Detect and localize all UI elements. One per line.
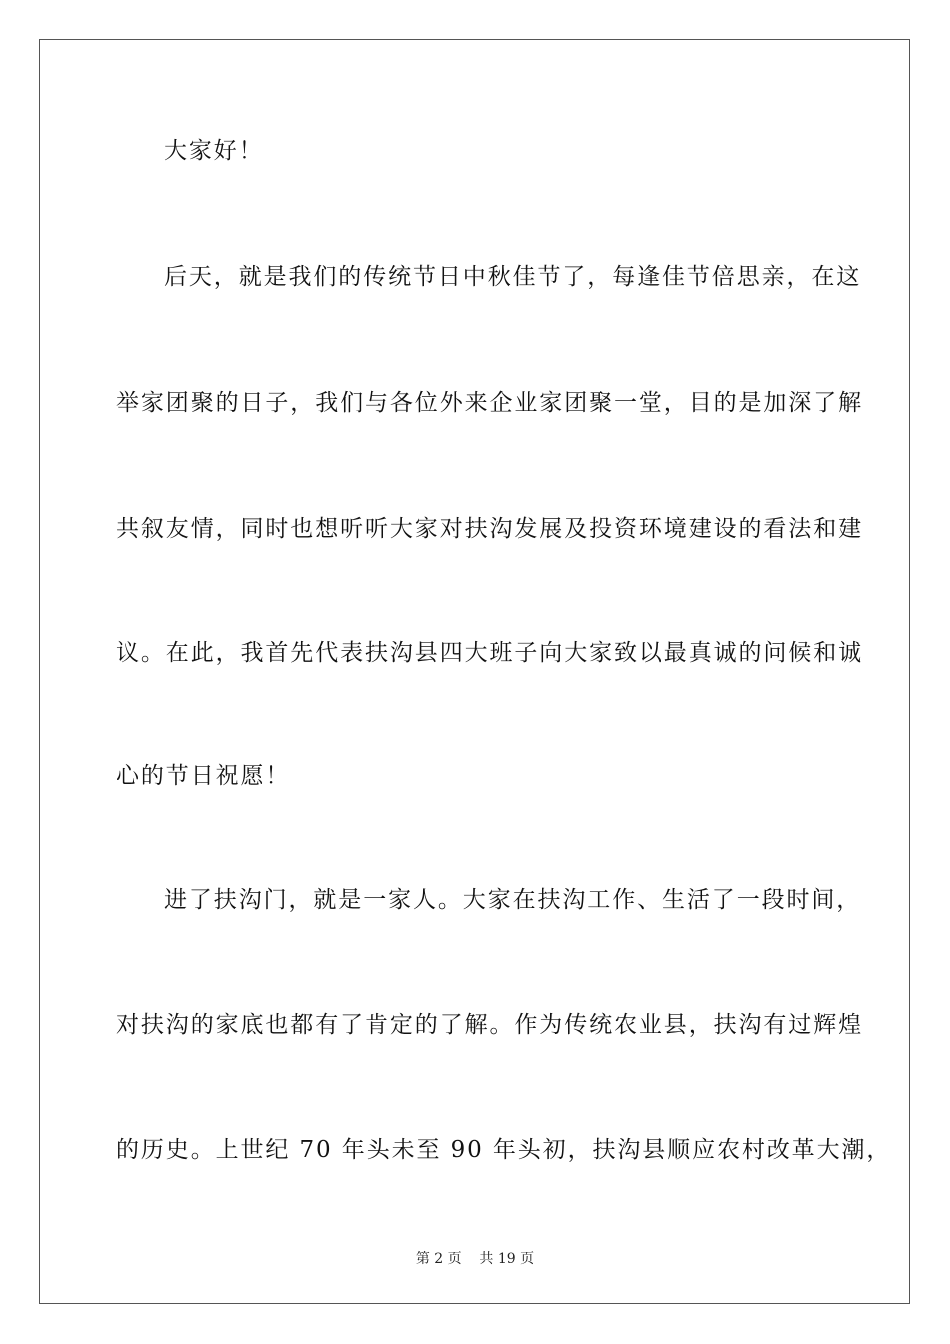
- paragraph-line: 后天，就是我们的传统节日中秋佳节了，每逢佳节倍思亲，在这: [164, 264, 862, 290]
- paragraph-line: 议。在此，我首先代表扶沟县四大班子向大家致以最真诚的问候和诚: [116, 640, 863, 666]
- greeting-line: 大家好！: [164, 138, 264, 164]
- paragraph-line: 对扶沟的家底也都有了肯定的了解。作为传统农业县，扶沟有过辉煌: [116, 1012, 863, 1038]
- paragraph-line: 心的节日祝愿！: [116, 763, 291, 789]
- paragraph-line: 共叙友情，同时也想听听大家对扶沟发展及投资环境建设的看法和建: [116, 516, 863, 542]
- paragraph-line: 进了扶沟门，就是一家人。大家在扶沟工作、生活了一段时间，: [164, 887, 862, 913]
- paragraph-line: 的历史。上世纪 70 年头未至 90 年头初，扶沟县顺应农村改革大潮，: [116, 1137, 892, 1163]
- paragraph-line: 举家团聚的日子，我们与各位外来企业家团聚一堂，目的是加深了解: [116, 390, 863, 416]
- page-number: 第 2 页 共 19 页: [415, 1251, 535, 1267]
- page-frame: [39, 39, 910, 1304]
